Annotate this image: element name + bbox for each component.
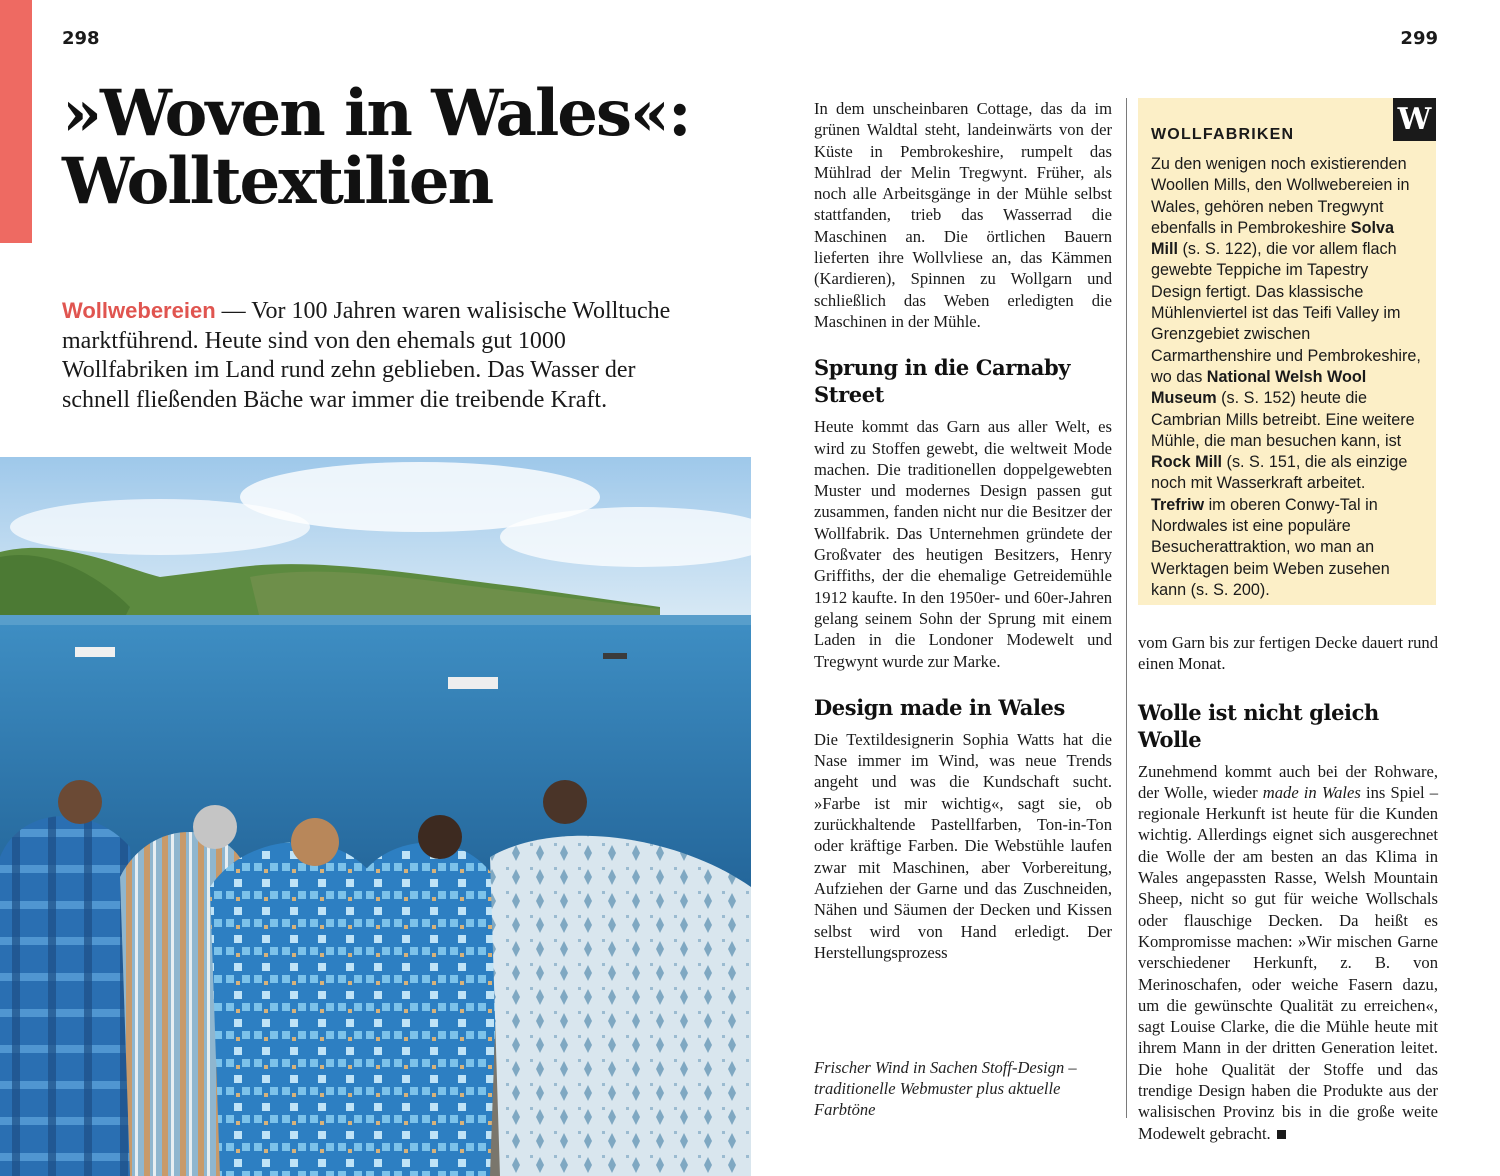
info-bold-solva: Solva Mill xyxy=(1151,218,1394,259)
column-divider xyxy=(1126,98,1127,1118)
info-text-5: im oberen Conwy-Tal in Nordwales ist eine populäre Besucherattraktion, wo man an Werktagen beim Weben zusehen kann (s. S. 200). xyxy=(1151,495,1390,599)
body-text-5b: ins Spiel – regionale Herkunft ist heute für die Kunden wichtig. Allerdings eignet sich ausgerechnet die Wolle der am besten an das Klima in Wales angepassten Rasse, Welsh Mountain Sheep, nicht so gut für weiche Wollschals oder flauschige Decken. Da heißt es Kompromisse machen: »Wir mischen Garne verschiedener Herkunft, z. B. von Merinoschafen, oder weiche Fasern dazu, um die gewünschte Qualität zu erreichen«, sagt Louise Clarke, die die Mühle heute mit ihrem Mann in der dritten Generation leitet. Die hohe Qualität der Stoffe und das trendige Design haben die Produkte aus der walisischen Provinz bis in die große weite Modewelt gebracht. xyxy=(1138,782,1438,1143)
subheading-carnaby: Sprung in die Carnaby Street xyxy=(814,355,1071,408)
article-headline xyxy=(62,76,762,219)
intro-kicker: Wollwebereien xyxy=(62,298,216,323)
info-bold-museum: National Welsh Wool Museum xyxy=(1151,367,1367,408)
article-photo xyxy=(0,457,751,1176)
info-text-3: (s. S. 152) heute die Cambrian Mills betreibt. Eine weitere Mühle, die man besuchen kann, ist xyxy=(1151,389,1415,450)
info-text-1: Zu den wenigen noch existierenden Woollen Mills, den Wollwebereien in Wales, gehören neben Tregwynt ebenfalls in Pembrokeshire xyxy=(1151,155,1410,237)
info-text-4: (s. S. 151, die als einzige noch mit Wasserkraft arbeitet. xyxy=(1151,453,1408,493)
info-bold-trefriw: Trefriw xyxy=(1151,495,1205,514)
body-em-made-in-wales: made in Wales xyxy=(1262,782,1361,802)
body-paragraph-2: Heute kommt das Garn aus aller Welt, es wird zu Stoffen gewebt, die weltweit Mode machen. Die traditionellen doppelgewebten Muster und modernes Design passen gut zusammen, fanden nicht nur die Besitzer der Wollfabrik. Das Unternehmen gründete der Großvater des heutigen Besitzers, Henry Griffiths, der die ehemalige Getreidemühle 1912 kaufte. In den 1950er- und 60er-Jahren gelang seinem Sohn der Sprung mit einem Laden in die Londoner Modewelt und Tregwynt wurde zur Marke. xyxy=(814,417,1112,671)
info-box-title: WOLLFABRIKEN xyxy=(1151,126,1295,143)
page-number-left: 298 xyxy=(62,28,100,49)
headline-line-2: Wolltextilien xyxy=(62,144,493,219)
page-number-right: 299 xyxy=(1400,28,1438,49)
body-paragraph-1: In dem unscheinbaren Cottage, das da im grünen Waldtal steht, landeinwärts von der Küste in Pembrokeshire, rumpelt das Mühlrad der Melin Tregwynt. Früher, als noch alle Arbeitsgänge in der Mühle selbst stattfanden, trieb das Wasserrad die Maschinen an. Die örtlichen Bauern lieferten ihre Wollvliese an, das Kämmen (Kardieren), Spinnen zu Wollgarn und schließlich das Weben erledigten die Maschinen in der Mühle. xyxy=(814,99,1112,331)
info-text-2: (s. S. 122), die vor allem flach gewebte Teppiche im Tapestry Design fertigt. Das klassische Mühlenviertel ist das Teifi Valley im Grenzgebiet zwischen Carmarthenshire und Pembrokeshire, wo das xyxy=(1151,240,1421,386)
article-column-right xyxy=(1138,632,1438,1144)
intro-text: — Vor 100 Jahren waren walisische Wolltuche marktführend. Heute sind von den ehemals gut 1000 Wollfabriken im Land rund zehn geblieben. Das Wasser der schnell fließenden Bäche war immer die treibende Kraft. xyxy=(62,298,671,413)
subheading-design: Design made in Wales xyxy=(814,694,1065,720)
body-paragraph-5 xyxy=(1138,761,1438,1144)
photo-caption: Frischer Wind in Sachen Stoff-Design – traditionelle Webmuster plus aktuelle Farbtöne xyxy=(814,1058,1077,1119)
intro-paragraph xyxy=(62,296,692,415)
body-paragraph-3: Die Textildesignerin Sophia Watts hat die Nase immer im Wind, was neue Trends angeht und was die Kundschaft sucht. »Farbe ist mir wichtig«, sagt sie, ob zurückhaltende Pastellfarben, Ton-in-Ton oder kräftige Farben. Die Webstühle laufen zwar mit Maschinen, aber Vorbereitung, Aufziehen der Garne und das Zuschneiden, Nähen und Säumen der Decken und Kissen selbst wird von Hand erledigt. Der Herstellungsprozess xyxy=(814,729,1112,962)
article-column-middle xyxy=(814,98,1112,963)
end-mark-icon xyxy=(1277,1130,1286,1139)
info-bold-rockmill: Rock Mill xyxy=(1151,453,1223,472)
body-text-5a: Zunehmend kommt auch bei der Rohware, der Wolle, wieder xyxy=(1138,761,1438,802)
headline-line-1: »Woven in Wales«: xyxy=(62,76,690,151)
body-paragraph-4: vom Garn bis zur fertigen Decke dauert rund einen Monat. xyxy=(1138,633,1438,674)
w-badge-icon: W xyxy=(1393,98,1436,141)
subheading-wolle: Wolle ist nicht gleich Wolle xyxy=(1138,699,1379,752)
info-box-wollfabriken xyxy=(1138,98,1436,605)
photo-wales-blankets-icon xyxy=(0,457,751,1176)
section-color-bar xyxy=(0,0,32,243)
info-box-text xyxy=(1151,154,1422,601)
